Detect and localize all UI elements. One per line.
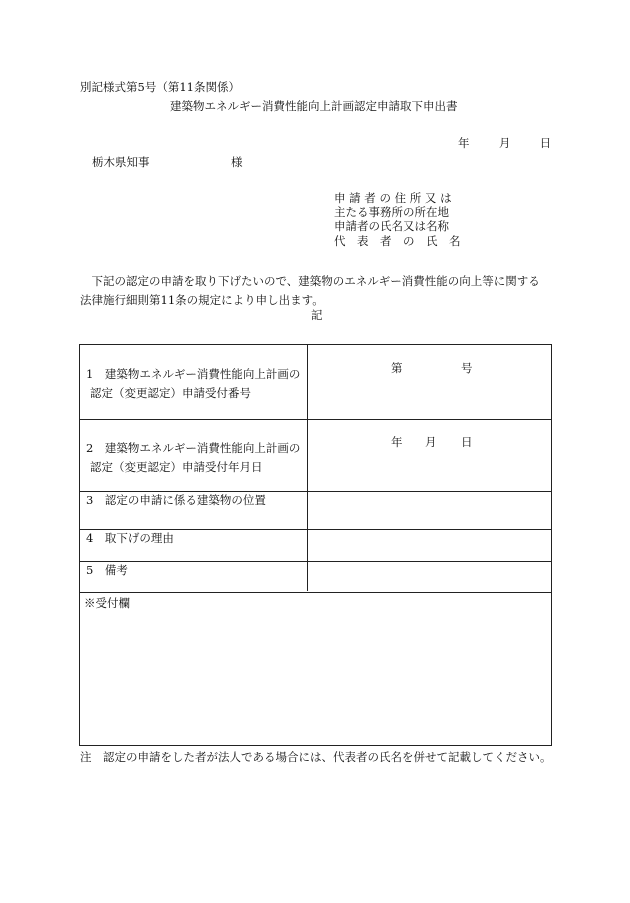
row2-year: 年	[391, 435, 403, 449]
date-day: 日	[539, 136, 552, 150]
date-year: 年	[458, 136, 470, 150]
row3-label: 3 認定の申請に係る建築物の位置	[86, 493, 266, 507]
form-number: 別記様式第5号（第11条関係）	[80, 80, 240, 94]
body-line-2: 法律施行細則第11条の規定により申し出ます。	[80, 293, 324, 307]
table-row-remarks	[80, 561, 551, 593]
footnote: 注 認定の申請をした者が法人である場合には、代表者の氏名を併せて記載してください。	[80, 750, 552, 764]
row2-day: 日	[461, 435, 473, 449]
row2-month: 月	[425, 435, 437, 449]
applicant-representative-label: 代 表 者 の 氏 名	[334, 234, 461, 248]
table-row-receipt-number	[80, 345, 551, 420]
honorific: 様	[231, 155, 243, 169]
applicant-name-label: 申請者の氏名又は名称	[334, 219, 449, 233]
row2-label-line1: 2 建築物エネルギー消費性能向上計画の	[86, 441, 301, 455]
receipt-field-label: ※受付欄	[84, 596, 130, 610]
table-row-location	[80, 491, 551, 530]
row1-label-line1: 1 建築物エネルギー消費性能向上計画の	[86, 367, 301, 381]
row2-label-line2: 認定（変更認定）申請受付年月日	[90, 460, 263, 474]
application-table	[79, 344, 552, 746]
table-row-reason	[80, 529, 551, 562]
row2-label	[86, 439, 300, 477]
row1-prefix: 第	[391, 361, 403, 375]
row1-suffix: 号	[461, 361, 473, 375]
row1-label	[86, 365, 300, 403]
table-row-receipt-date	[80, 419, 551, 492]
row1-label-line2: 認定（変更認定）申請受付番号	[90, 386, 251, 400]
date-line	[458, 138, 551, 150]
body-line-1: 下記の認定の申請を取り下げたいので、建築物のエネルギー消費性能の向上等に関する	[80, 274, 540, 288]
ki-heading: 記	[311, 308, 323, 322]
body-text	[80, 272, 552, 310]
addressee: 栃木県知事	[92, 155, 150, 169]
applicant-office-label: 主たる事務所の所在地	[334, 205, 449, 219]
date-month: 月	[498, 136, 511, 150]
row4-label: 4 取下げの理由	[86, 531, 174, 545]
applicant-address-label: 申 請 者 の 住 所 又 は	[334, 191, 452, 205]
document-title: 建築物エネルギー消費性能向上計画認定申請取下申出書	[170, 99, 458, 113]
row5-label: 5 備考	[86, 563, 128, 577]
